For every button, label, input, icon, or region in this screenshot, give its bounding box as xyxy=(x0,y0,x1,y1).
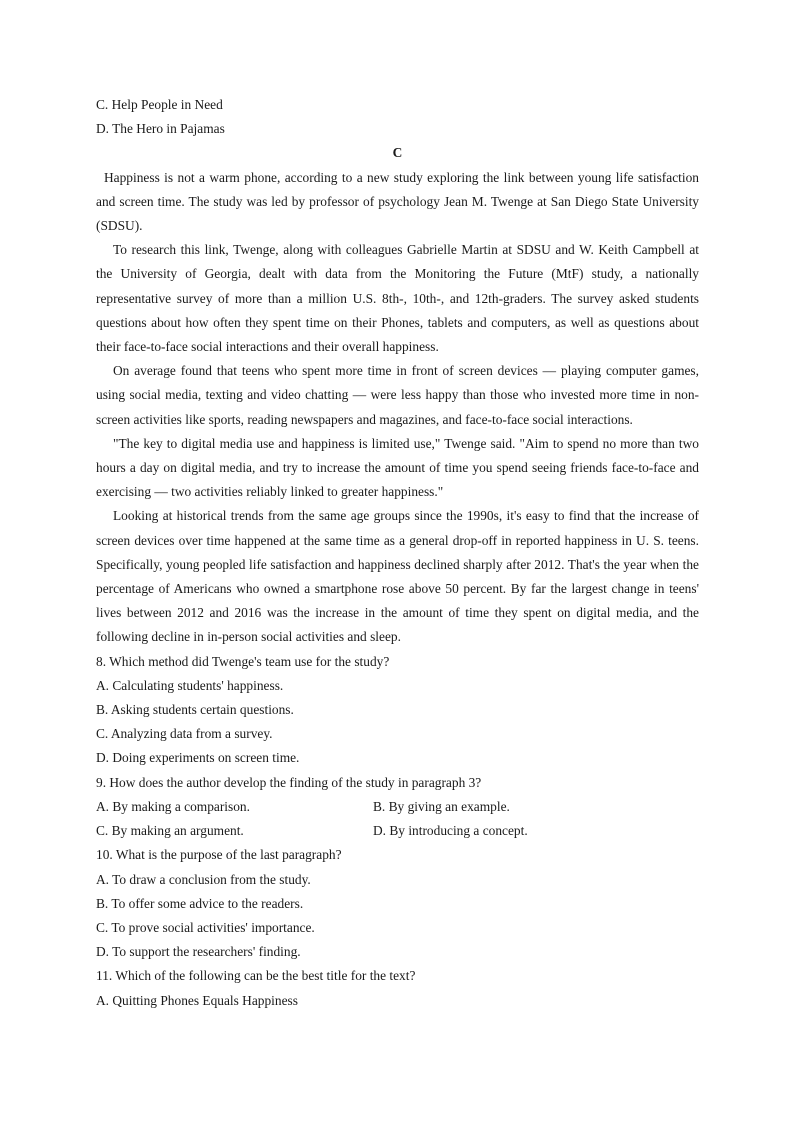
question-9-option-a: A. By making a comparison. xyxy=(96,798,250,814)
passage-paragraph-3: On average found that teens who spent more time in front of screen devices — playing computer games, using social media, texting and video chatting — were less happy than those who invested more time in non-screen activities like sports, reading newspapers and magazines, and face-to-face social interactions. xyxy=(96,363,699,427)
question-10-option-c: C. To prove social activities' importance. xyxy=(96,919,315,935)
question-9-options-row-1 xyxy=(96,795,699,819)
question-10-option-d: D. To support the researchers' finding. xyxy=(96,944,301,960)
document-content xyxy=(96,93,699,1013)
question-8-option-d: D. Doing experiments on screen time. xyxy=(96,750,300,766)
question-9-options-row-2 xyxy=(96,819,699,843)
option-c-prev: C. Help People in Need xyxy=(96,97,223,112)
option-d-prev: D. The Hero in Pajamas xyxy=(96,121,225,137)
question-10-option-a: A. To draw a conclusion from the study. xyxy=(96,871,311,887)
question-10-stem: 10. What is the purpose of the last paragraph? xyxy=(96,847,342,863)
question-9-option-d: D. By introducing a concept. xyxy=(373,823,528,839)
question-8-option-c: C. Analyzing data from a survey. xyxy=(96,726,273,742)
question-8-option-a: A. Calculating students' happiness. xyxy=(96,677,284,693)
passage-paragraph-4: "The key to digital media use and happiness is limited use," Twenge said. "Aim to spend no more than two hours a day on digital media, and try to increase the amount of time you spend seeing friends face-to-face and exercising — two activities reliably linked to greater happiness." xyxy=(96,435,699,500)
question-9-option-b: B. By giving an example. xyxy=(373,798,510,814)
question-9-stem: 9. How does the author develop the finding of the study in paragraph 3? xyxy=(96,774,482,790)
question-8-option-b: B. Asking students certain questions. xyxy=(96,702,294,718)
passage-paragraph-1: Happiness is not a warm phone, according to a new study exploring the link between young life satisfaction and screen time. The study was led by professor of psychology Jean M. Twenge at San Diego State University (SDSU). xyxy=(96,169,699,234)
question-10-option-b: B. To offer some advice to the readers. xyxy=(96,895,304,911)
section-heading: C xyxy=(392,145,403,161)
passage-paragraph-5: Looking at historical trends from the same age groups since the 1990s, it's easy to find that the increase of screen devices over time happened at the same time as a general drop-off in reported happiness in U. S. teens. Specifically, young peopled life satisfaction and happiness declined sharply after 2012. That's the year when the percentage of Americans who owned a smartphone rose above 50 percent. By far the largest change in teens' lives between 2012 and 2016 was the increase in the amount of time they spent on digital media, and the following decline in in-person social activities and sleep. xyxy=(96,508,699,645)
question-11-option-a: A. Quitting Phones Equals Happiness xyxy=(96,992,298,1008)
question-11-stem: 11. Which of the following can be the best title for the text? xyxy=(96,968,416,984)
question-9-option-c: C. By making an argument. xyxy=(96,823,244,839)
passage-paragraph-2: To research this link, Twenge, along with colleagues Gabrielle Martin at SDSU and W. Keith Campbell at the University of Georgia, dealt with data from the Monitoring the Future (MtF) study, a nationally representative survey of more than a million U.S. 8th-, 10th-, and 12th-graders. The survey asked students questions about how often they spent time on their Phones, tablets and computers, as well as questions about their face-to-face social interactions and their overall happiness. xyxy=(96,242,699,355)
question-8-stem: 8. Which method did Twenge's team use for the study? xyxy=(96,653,390,669)
